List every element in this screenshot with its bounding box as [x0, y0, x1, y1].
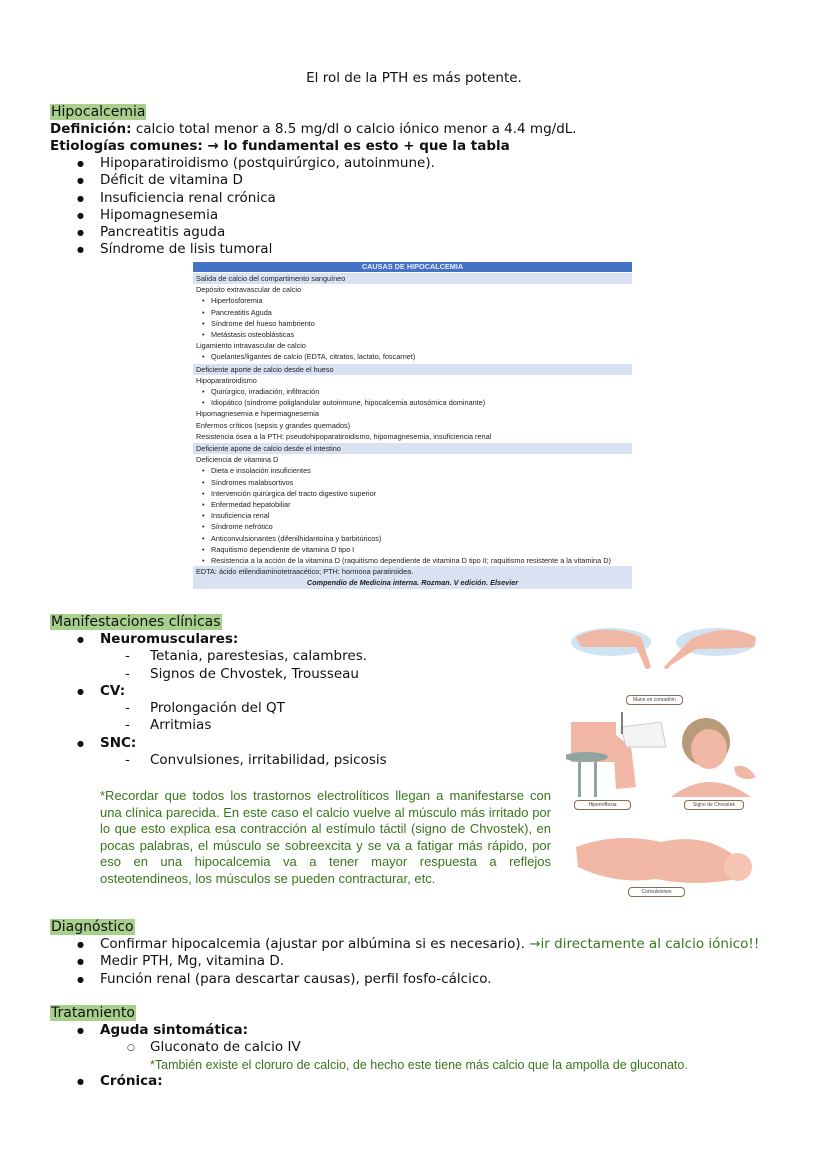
causes-table — [193, 262, 632, 589]
table-row: Deficiencia de vitamina D — [196, 455, 279, 465]
table-item: • Anticonvulsionantes (difenilhidantoína y barbitúricos) — [193, 533, 632, 544]
diagnostico-note: →ir directamente al calcio iónico!! — [529, 936, 760, 952]
table-item: • Metástasis osteoblásticas — [193, 329, 632, 340]
table-item: • Raquitismo dependiente de vitamina D tipo I — [193, 544, 632, 555]
chronic-label: ● Crónica: — [50, 1073, 688, 1090]
table-item: • Insuficiencia renal — [193, 510, 632, 521]
list-item: ● Confirmar hipocalcemia (ajustar por albúmina si es necesario). →ir directamente al calcio iónico!! — [50, 936, 759, 953]
acute-label: ● Aguda sintomática: — [50, 1022, 688, 1039]
list-item: ● Hipoparatiroidismo (postquirúrgico, autoinmune). — [50, 155, 577, 172]
table-item: • Quirúrgico, irradiación, infiltración — [193, 386, 632, 397]
section-manifestaciones — [50, 614, 387, 769]
caption-hiperreflexia: Hiperreflexia — [574, 800, 631, 810]
list-item: ● Insuficiencia renal crónica — [50, 190, 577, 207]
acute-note: *También existe el cloruro de calcio, de hecho este tiene más calcio que la ampolla de gluconato. — [150, 1057, 688, 1072]
caption-chvostek: Signo de Chvostek — [684, 800, 744, 810]
table-citation: Compendio de Medicina interna. Rozman. V edición. Elsevier — [193, 577, 632, 588]
table-row: Enfermos críticos (sepsis y grandes quemados) — [196, 420, 351, 430]
list-item: - Arritmias — [50, 717, 387, 734]
table-footnote: EDTA: ácido etilendiaminotetraacético; PTH: hormona paratiroidea. — [193, 566, 632, 577]
heading-hipocalcemia: Hipocalcemia — [51, 104, 146, 120]
group-label: ● CV: — [50, 683, 387, 700]
table-item: • Hiperfosforemia — [193, 295, 632, 306]
etiologies-label: Etiologías comunes: → lo fundamental es esto + que la tabla — [50, 138, 510, 154]
table-item: • Pancreatitis Aguda — [193, 307, 632, 318]
intro-line: El rol de la PTH es más potente. — [306, 70, 522, 86]
group-label: ● SNC: — [50, 735, 387, 752]
definition: Definición: calcio total menor a 8.5 mg/dl o calcio iónico menor a 4.4 mg/dL. — [50, 121, 577, 137]
list-item: ● Pancreatitis aguda — [50, 224, 577, 241]
caption-convulsiones: Convulsiones — [628, 887, 685, 897]
list-item: ● Déficit de vitamina D — [50, 172, 577, 189]
group-label: ● Neuromusculares: — [50, 631, 387, 648]
list-item: ● Función renal (para descartar causas), perfil fosfo-cálcico. — [50, 971, 759, 988]
etiologies-list — [50, 155, 577, 259]
table-item: • Quelantes/ligantes de calcio (EDTA, citratos, lactato, foscarnet) — [193, 351, 632, 362]
table-item: • Intervención quirúrgica del tracto digestivo superior — [193, 488, 632, 499]
clinical-note: *Recordar que todos los trastornos electrolíticos llegan a manifestarse con una clínica parecida. En este caso el calcio vuelve al músculo más irritado por lo que esto explica esa contracción al estímulo táctil (signo de Chvostek), en pocas palabras, el músculo se sobreexcita y se va a fatigar más rápido, por eso en una hipocalcemia va a tener mayor respuesta a reflejos osteotendineos, los músculos se pueden contracturar, etc. — [100, 788, 551, 886]
table-row: Resistencia ósea a la PTH: pseudohipoparatiroidismo, hipomagnesemia, insuficiencia renal — [196, 431, 492, 441]
caption-mano: Mano en comadrón — [626, 695, 683, 705]
list-item: - Tetania, parestesias, calambres. — [50, 648, 387, 665]
table-item: • Dieta e insolación insuficientes — [193, 465, 632, 476]
section-hipocalcemia — [50, 104, 577, 259]
list-item: ● Síndrome de lisis tumoral — [50, 241, 577, 258]
list-item: ● Hipomagnesemia — [50, 207, 577, 224]
table-item: • Enfermedad hepatobiliar — [193, 499, 632, 510]
table-item: • Síndrome nefrótico — [193, 521, 632, 532]
table-item: • Resistencia a la acción de la vitamina D (raquitismo dependiente de vitamina D tipo II; raquitismo resistente a la vitamina D) — [193, 555, 632, 566]
table-row: Hipomagnesemia e hipermagnesemia — [196, 409, 319, 419]
table-row: Ligamiento intravascular de calcio — [196, 341, 306, 351]
table-row: Depósito extravascular de calcio — [196, 285, 302, 295]
table-item: • Idiopático (síndrome poliglandular autoinmune, hipocalcemia autosómica dominante) — [193, 397, 632, 408]
list-item: ○ Gluconato de calcio IV — [50, 1039, 688, 1056]
table-title: CAUSAS DE HIPOCALCEMIA — [193, 262, 632, 272]
heading-tratamiento: Tratamiento — [51, 1005, 135, 1021]
table-item: • Síndrome del hueso hambriento — [193, 318, 632, 329]
list-item: ● Medir PTH, Mg, vitamina D. — [50, 953, 759, 970]
table-item: • Síndromes malabsortivos — [193, 477, 632, 488]
section-diagnostico — [50, 919, 759, 988]
list-item: - Prolongación del QT — [50, 700, 387, 717]
table-row: Hipoparatiroidismo — [196, 375, 257, 385]
table-section-heading: Salida de calcio del compartimento sanguíneo — [193, 272, 632, 284]
table-section-heading: Deficiente aporte de calcio desde el hueso — [193, 363, 632, 375]
section-tratamiento — [50, 1005, 688, 1090]
list-item: - Signos de Chvostek, Trousseau — [50, 666, 387, 683]
heading-manifestaciones: Manifestaciones clínicas — [51, 614, 221, 630]
hands-tetany-icon — [566, 617, 766, 902]
list-item: - Convulsiones, irritabilidad, psicosis — [50, 752, 387, 769]
table-section-heading: Deficiente aporte de calcio desde el intestino — [193, 442, 632, 454]
heading-diagnostico: Diagnóstico — [51, 919, 134, 935]
clinical-illustration — [566, 617, 766, 902]
